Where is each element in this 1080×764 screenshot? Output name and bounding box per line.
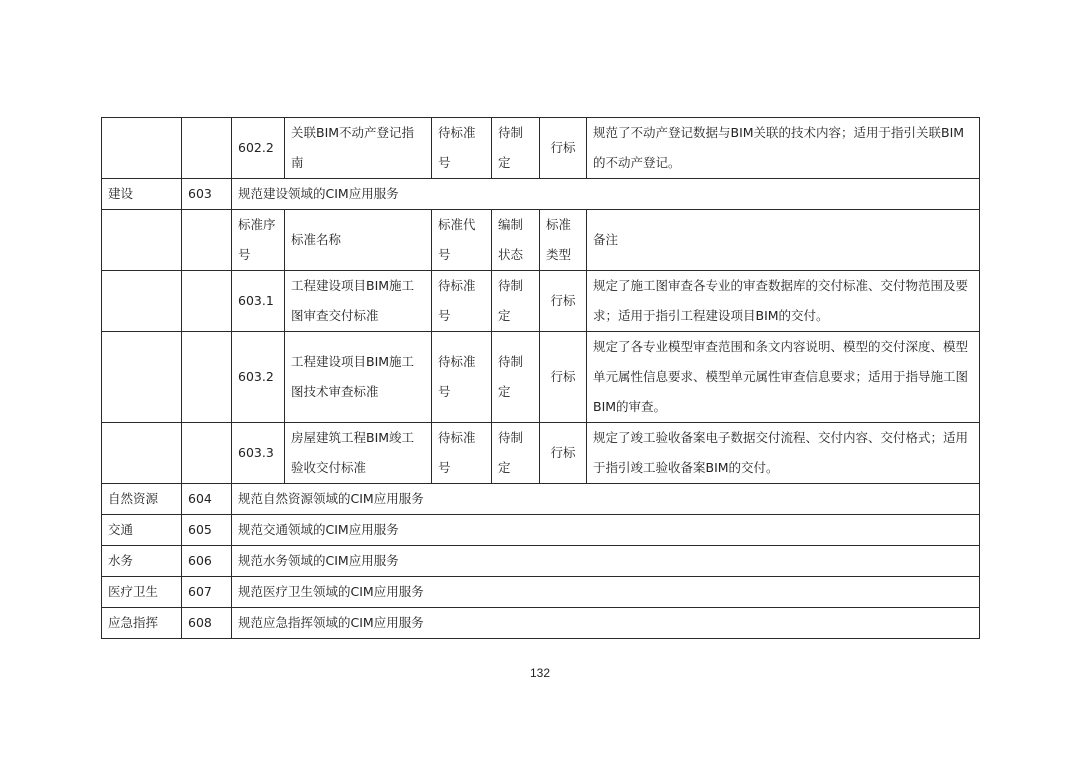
header-seq: 标准序号	[232, 210, 285, 271]
domain-cell	[102, 210, 182, 271]
code-cell	[182, 210, 232, 271]
domain-cell: 建设	[102, 179, 182, 210]
standard-seq: 603.1	[232, 271, 285, 332]
standard-status: 待制定	[492, 271, 540, 332]
code-cell	[182, 423, 232, 484]
standard-remark: 规定了施工图审查各专业的审查数据库的交付标准、交付物范围及要求；适用于指引工程建设项目BIM的交付。	[587, 271, 980, 332]
table-row	[102, 608, 980, 639]
standard-seq: 603.3	[232, 423, 285, 484]
standards-table	[101, 117, 980, 639]
domain-cell	[102, 423, 182, 484]
standard-remark: 规定了竣工验收备案电子数据交付流程、交付内容、交付格式；适用于指引竣工验收备案BIM的交付。	[587, 423, 980, 484]
standard-name: 工程建设项目BIM施工图审查交付标准	[285, 271, 432, 332]
standard-name: 工程建设项目BIM施工图技术审查标准	[285, 332, 432, 423]
domain-cell: 医疗卫生	[102, 577, 182, 608]
standard-type: 行标	[540, 423, 587, 484]
standard-code: 待标准号	[432, 271, 492, 332]
standard-seq: 602.2	[232, 118, 285, 179]
standard-remark: 规范了不动产登记数据与BIM关联的技术内容；适用于指引关联BIM的不动产登记。	[587, 118, 980, 179]
standard-status: 待制定	[492, 332, 540, 423]
domain-description: 规范医疗卫生领域的CIM应用服务	[232, 577, 980, 608]
header-type: 标准类型	[540, 210, 587, 271]
table-row	[102, 423, 980, 484]
table-row	[102, 484, 980, 515]
code-cell: 604	[182, 484, 232, 515]
standard-status: 待制定	[492, 423, 540, 484]
domain-cell	[102, 118, 182, 179]
domain-cell: 自然资源	[102, 484, 182, 515]
domain-cell: 水务	[102, 546, 182, 577]
standard-code: 待标准号	[432, 118, 492, 179]
table-row	[102, 271, 980, 332]
standard-remark: 规定了各专业模型审查范围和条文内容说明、模型的交付深度、模型单元属性信息要求、模型单元属性审查信息要求；适用于指导施工图BIM的审查。	[587, 332, 980, 423]
standard-seq: 603.2	[232, 332, 285, 423]
code-cell: 606	[182, 546, 232, 577]
code-cell: 605	[182, 515, 232, 546]
domain-description: 规范交通领域的CIM应用服务	[232, 515, 980, 546]
header-remark: 备注	[587, 210, 980, 271]
table-row	[102, 577, 980, 608]
code-cell: 603	[182, 179, 232, 210]
standard-code: 待标准号	[432, 423, 492, 484]
domain-cell: 应急指挥	[102, 608, 182, 639]
domain-description: 规范应急指挥领域的CIM应用服务	[232, 608, 980, 639]
domain-description: 规范建设领域的CIM应用服务	[232, 179, 980, 210]
table-header-row	[102, 210, 980, 271]
code-cell	[182, 332, 232, 423]
domain-description: 规范自然资源领域的CIM应用服务	[232, 484, 980, 515]
page-number: 132	[529, 666, 551, 680]
domain-cell	[102, 271, 182, 332]
standard-type: 行标	[540, 332, 587, 423]
standard-name: 房屋建筑工程BIM竣工验收交付标准	[285, 423, 432, 484]
standard-name: 关联BIM不动产登记指南	[285, 118, 432, 179]
table-row	[102, 515, 980, 546]
table-row	[102, 546, 980, 577]
standard-code: 待标准号	[432, 332, 492, 423]
code-cell: 608	[182, 608, 232, 639]
header-std-code: 标准代号	[432, 210, 492, 271]
domain-cell: 交通	[102, 515, 182, 546]
table-row	[102, 118, 980, 179]
header-name: 标准名称	[285, 210, 432, 271]
header-status: 编制状态	[492, 210, 540, 271]
code-cell: 607	[182, 577, 232, 608]
standard-status: 待制定	[492, 118, 540, 179]
code-cell	[182, 118, 232, 179]
code-cell	[182, 271, 232, 332]
domain-cell	[102, 332, 182, 423]
table-row	[102, 179, 980, 210]
domain-description: 规范水务领域的CIM应用服务	[232, 546, 980, 577]
standard-type: 行标	[540, 271, 587, 332]
standard-type: 行标	[540, 118, 587, 179]
table-row	[102, 332, 980, 423]
